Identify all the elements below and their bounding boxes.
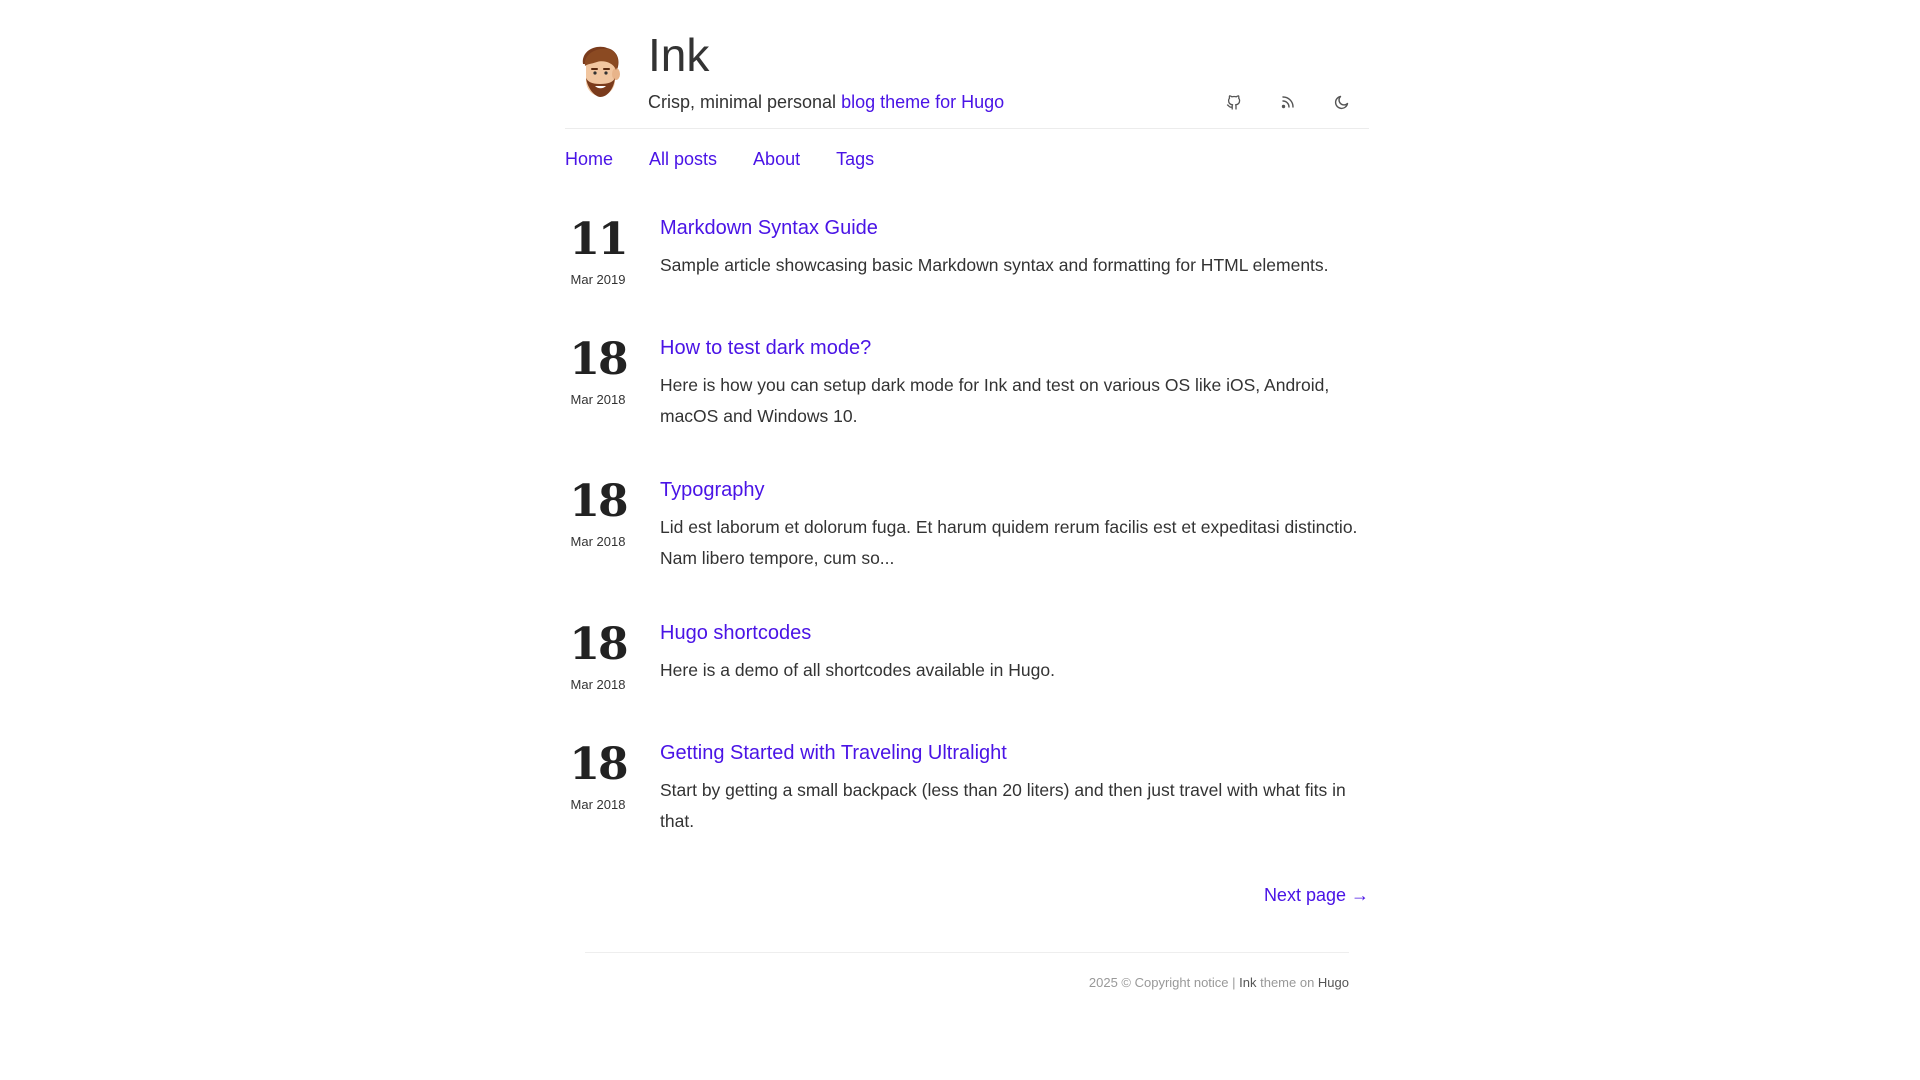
nav-item-tags[interactable]: Tags	[836, 149, 875, 169]
post-title-link[interactable]: Markdown Syntax Guide	[660, 217, 878, 239]
post-date-day: 18	[569, 334, 627, 385]
post-date-month: Mar 2019	[570, 272, 626, 287]
nav-item-home[interactable]: Home	[565, 149, 614, 169]
post-body	[660, 739, 1370, 837]
post-date-day: 11	[569, 214, 627, 265]
post-summary: Here is how you can setup dark mode for Ink and test on various OS like iOS, Android, macOS and Windows 10.	[660, 375, 1330, 426]
nav-item-all-posts[interactable]: All posts	[649, 149, 718, 169]
site-description-link[interactable]: blog theme for Hugo	[841, 92, 1005, 112]
post-date	[565, 214, 631, 287]
page-container	[565, 0, 1369, 990]
rss-icon[interactable]	[1261, 88, 1315, 116]
post-date	[565, 619, 631, 692]
post-date	[565, 476, 631, 549]
site-header	[565, 0, 1369, 129]
site-title[interactable]: Ink	[648, 29, 710, 81]
post-date-day: 18	[569, 739, 627, 790]
post-date	[565, 739, 631, 812]
post-title-link[interactable]: Getting Started with Traveling Ultralight	[660, 742, 1007, 764]
post-title-link[interactable]: How to test dark mode?	[660, 337, 872, 359]
main-nav	[565, 149, 910, 170]
post-date-day: 18	[569, 619, 627, 670]
next-page-link[interactable]: Next page →	[1263, 885, 1369, 905]
github-icon[interactable]	[1207, 88, 1261, 116]
site-description	[648, 92, 1004, 113]
post-date-month: Mar 2018	[570, 677, 626, 692]
post-summary: Here is a demo of all shortcodes available in Hugo.	[660, 660, 1055, 680]
footer-engine-link[interactable]: Hugo	[1317, 975, 1349, 990]
footer-theme-text: theme on	[1256, 975, 1318, 990]
post-body	[660, 334, 1370, 432]
post-summary: Lid est laborum et dolorum fuga. Et harum quidem rerum facilis est et expeditasi distinctio. Nam libero tempore, cum so...	[660, 517, 1358, 568]
dark-mode-moon-icon[interactable]	[1315, 88, 1369, 116]
post-body	[660, 214, 1370, 281]
post-date-month: Mar 2018	[570, 797, 626, 812]
site-footer	[1089, 975, 1349, 990]
site-description-text: Crisp, minimal personal	[648, 92, 842, 112]
footer-theme-link[interactable]: Ink	[1239, 975, 1257, 990]
post-body	[660, 619, 1370, 686]
post-summary: Sample article showcasing basic Markdown syntax and formatting for HTML elements.	[660, 255, 1329, 275]
bearded-man-avatar-icon	[571, 42, 629, 100]
nav-item-about[interactable]: About	[753, 149, 801, 169]
post-title-link[interactable]: Hugo shortcodes	[660, 622, 812, 644]
post-date	[565, 334, 631, 407]
post-title-link[interactable]: Typography	[660, 479, 765, 501]
post-date-month: Mar 2018	[570, 534, 626, 549]
post-date-month: Mar 2018	[570, 392, 626, 407]
post-body	[660, 476, 1370, 574]
post-summary: Start by getting a small backpack (less than 20 liters) and then just travel with what fits in that.	[660, 780, 1346, 831]
post-date-day: 18	[569, 476, 627, 527]
header-icons	[1207, 88, 1369, 116]
footer-divider	[585, 952, 1349, 953]
footer-copyright: 2025 © Copyright notice |	[1088, 975, 1240, 990]
